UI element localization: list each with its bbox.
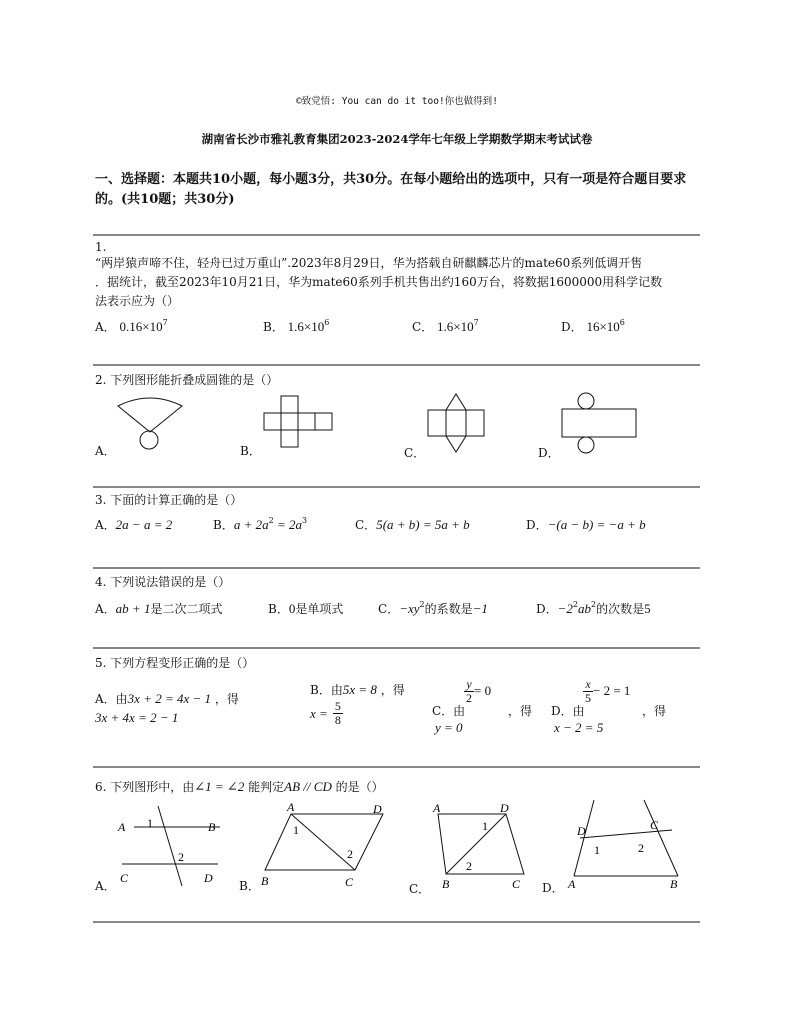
q4-option-b[interactable] xyxy=(268,600,343,617)
option-math: 5x = 8 xyxy=(342,682,377,697)
fraction xyxy=(464,678,474,705)
option-label: D． xyxy=(526,518,548,532)
q1-option-d[interactable] xyxy=(561,318,625,335)
q5-stem: 5. 下列方程变形正确的是（） xyxy=(95,656,255,670)
point-label: A xyxy=(433,801,441,815)
point-label: D xyxy=(204,871,213,885)
point-label: A xyxy=(118,820,126,834)
option-math: 1.6×10 xyxy=(437,319,474,334)
option-math: − 2 = 1 xyxy=(593,683,631,698)
q5-option-a[interactable] xyxy=(95,690,239,707)
q6-stem-text: 6. 下列图形中，由 xyxy=(95,780,195,794)
figure-c xyxy=(428,800,538,894)
option-label: D． xyxy=(536,602,558,616)
q2-option-a-label[interactable]: A． xyxy=(95,444,116,458)
option-label: A． xyxy=(95,602,116,616)
q4-option-a[interactable] xyxy=(95,600,222,617)
q6-option-c-label[interactable]: C． xyxy=(409,882,431,896)
point-label: D xyxy=(500,801,509,815)
option-text: 是二次二项式 xyxy=(150,602,223,616)
option-text: 的次数是 xyxy=(596,602,645,616)
point-label: D xyxy=(373,802,382,816)
option-exp: 7 xyxy=(473,318,479,327)
point-label: A xyxy=(568,877,576,891)
option-math: 5(a + b) = 5a + b xyxy=(376,517,470,532)
option-text: ，得 xyxy=(214,692,239,706)
q5-option-d[interactable] xyxy=(551,678,630,705)
figure-d xyxy=(560,798,690,894)
option-label: C． xyxy=(412,320,434,334)
angle-label: 1 xyxy=(293,823,299,837)
q1-stem-line1: “两岸猿声啼不住，轻舟已过万重山”.2023年8月29日，华为搭载自研麒麟芯片的mate60系列低调开售 xyxy=(95,256,643,270)
q2-option-b-label[interactable]: B． xyxy=(240,444,261,458)
numerator: x xyxy=(583,678,593,692)
option-math: 1.6×10 xyxy=(287,319,325,334)
angle-label: 2 xyxy=(466,859,472,873)
divider xyxy=(93,364,700,366)
cube-net-figure xyxy=(258,394,338,454)
q6-stem xyxy=(95,778,384,796)
prism-net-figure xyxy=(424,392,488,456)
option-exp: 2 xyxy=(419,600,425,609)
denominator: 5 xyxy=(585,691,591,705)
point-label: C xyxy=(512,877,521,891)
q3-stem: 3. 下面的计算正确的是（） xyxy=(95,493,243,507)
option-math: −xy xyxy=(399,601,420,616)
option-label: B． xyxy=(263,320,284,334)
option-math: −2 xyxy=(557,601,573,616)
page-title: 湖南省长沙市雅礼教育集团2023-2024学年七年级上学期数学期末考试试卷 xyxy=(201,132,593,146)
q1-option-b[interactable] xyxy=(263,318,329,335)
option-text: 是单项式 xyxy=(295,602,344,616)
point-label: C xyxy=(345,875,354,889)
option-label: A． xyxy=(95,518,116,532)
angle-label: 2 xyxy=(347,847,353,861)
figure-a xyxy=(112,806,222,888)
motto: ©致党悟: You can do it too!你也做得到! xyxy=(296,96,498,107)
option-math: 3x + 2 = 4x − 1 xyxy=(127,691,212,706)
q5-option-c-label: C．由 xyxy=(432,704,466,718)
q5-option-b-result xyxy=(310,700,343,727)
option-math: x = xyxy=(310,706,328,721)
option-exp: 6 xyxy=(619,318,625,327)
option-exp: 2 xyxy=(572,600,578,609)
fraction xyxy=(333,700,343,727)
q5-option-d-label: D．由 xyxy=(551,704,585,718)
option-label: B．由 xyxy=(310,683,343,697)
option-exp: 2 xyxy=(268,516,274,525)
option-label: A．由 xyxy=(95,692,128,706)
option-exp: 3 xyxy=(301,516,308,525)
q1-stem-line3: 法表示应为（） xyxy=(95,294,180,308)
q5-option-d-result: x − 2 = 5 xyxy=(554,720,604,735)
q6-option-b-label[interactable]: B． xyxy=(239,879,260,893)
numerator: 5 xyxy=(334,699,341,713)
option-label: D． xyxy=(561,320,583,334)
option-math: 0.16×10 xyxy=(119,319,163,334)
numerator: y xyxy=(464,678,474,692)
q5-option-b[interactable] xyxy=(310,681,405,698)
option-math: ab + 1 xyxy=(115,601,151,616)
option-label: B． xyxy=(213,518,234,532)
q2-option-d-label[interactable]: D． xyxy=(538,446,560,460)
option-text: ，得 xyxy=(380,683,405,697)
angle-label: 1 xyxy=(594,843,600,857)
angle-label: 2 xyxy=(178,850,184,864)
q5-option-c[interactable] xyxy=(432,678,491,705)
option-math: a + 2a xyxy=(233,517,269,532)
option-math: 0 xyxy=(288,601,296,616)
option-exp: 6 xyxy=(324,318,330,327)
angle-label: 1 xyxy=(147,816,153,830)
point-label: B xyxy=(208,820,216,834)
option-math: = 2a xyxy=(273,517,302,532)
q6-stem-text: 的是（） xyxy=(335,780,384,794)
denominator: 8 xyxy=(334,713,341,727)
divider xyxy=(93,567,700,569)
angle-label: 2 xyxy=(638,841,644,855)
divider xyxy=(93,234,700,236)
figure-b xyxy=(255,800,395,892)
divider xyxy=(93,766,700,768)
point-label: C xyxy=(120,871,129,885)
q5-option-c-get: ，得 xyxy=(508,704,533,718)
q2-stem: 2. 下列图形能折叠成圆锥的是（） xyxy=(95,373,279,387)
option-exp: 7 xyxy=(162,318,168,327)
q5-option-a-result: 3x + 4x = 2 − 1 xyxy=(95,710,179,725)
option-math: 16×10 xyxy=(586,319,620,334)
fraction xyxy=(583,678,593,705)
sector-with-circle-figure xyxy=(110,392,190,454)
q5-option-d-get: ，得 xyxy=(642,704,667,718)
q5-option-c-result: y = 0 xyxy=(435,720,463,735)
q4-option-c[interactable] xyxy=(378,600,488,617)
option-math: −(a − b) = −a + b xyxy=(547,517,646,532)
q1-option-a[interactable] xyxy=(95,318,168,335)
q3-option-b[interactable] xyxy=(213,516,307,533)
option-label: C． xyxy=(355,518,377,532)
q2-option-c-label[interactable]: C． xyxy=(404,446,426,460)
option-exp: 2 xyxy=(591,600,597,609)
denominator: 2 xyxy=(466,691,472,705)
section-heading: 一、选择题：本题共10小题，每小题3分，共30分。在每小题给出的选项中，只有一项是符合题目要求的。(共10题；共30分) xyxy=(95,172,687,207)
option-label: A． xyxy=(95,320,116,334)
point-label: D xyxy=(577,824,586,838)
q3-option-a[interactable] xyxy=(95,516,172,533)
q1-option-c[interactable] xyxy=(412,318,479,335)
divider xyxy=(93,647,700,649)
option-text: 的系数是 xyxy=(424,602,473,616)
q6-stem-text: 能判定 xyxy=(248,780,285,794)
point-label: C xyxy=(650,818,659,832)
q3-option-d[interactable] xyxy=(526,516,646,533)
angle-label: 1 xyxy=(482,819,488,833)
q4-stem: 4. 下列说法错误的是（） xyxy=(95,575,231,589)
option-math: = 0 xyxy=(474,683,492,698)
divider xyxy=(93,486,700,488)
option-math: 2a − a = 2 xyxy=(115,517,173,532)
option-math: −1 xyxy=(472,601,488,616)
q4-option-d[interactable] xyxy=(536,600,651,617)
q6-stem-math: ∠1 = ∠2 xyxy=(194,779,245,794)
q6-option-d-label[interactable]: D． xyxy=(542,881,564,895)
point-label: B xyxy=(261,874,269,888)
q6-stem-math: AB // CD xyxy=(284,779,332,794)
option-math: ab xyxy=(578,601,591,616)
option-label: C． xyxy=(378,602,400,616)
option-label: B． xyxy=(268,602,289,616)
q1-number: 1. xyxy=(95,240,107,254)
q3-option-c[interactable] xyxy=(355,516,470,533)
option-math: 5 xyxy=(644,601,651,616)
point-label: B xyxy=(670,877,678,891)
divider xyxy=(93,921,700,923)
point-label: A xyxy=(287,800,295,814)
q6-option-a-label[interactable]: A． xyxy=(95,879,116,893)
cylinder-net-figure xyxy=(556,390,640,456)
point-label: B xyxy=(442,877,450,891)
q1-stem-line2: ．据统计，截至2023年10月21日，华为mate60系列手机共售出约160万台，将数据1600000用科学记数 xyxy=(95,275,663,289)
